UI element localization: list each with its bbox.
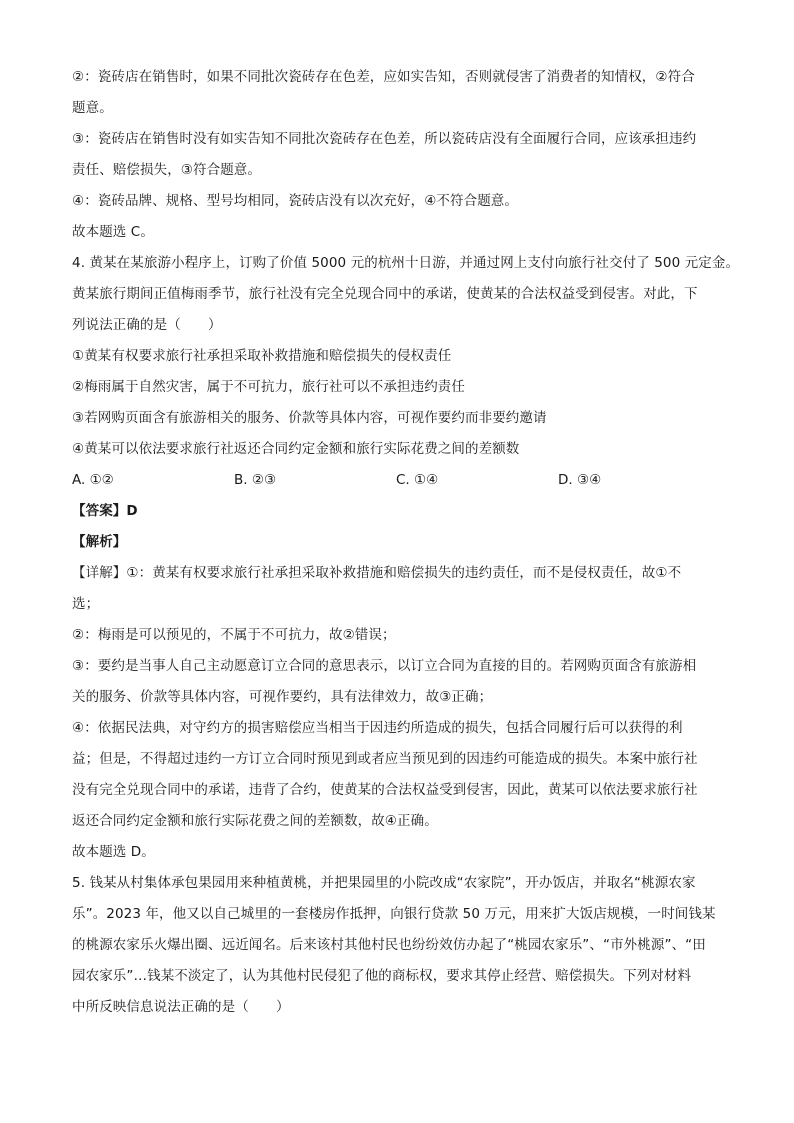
question-5-stem: 乐”。2023 年，他又以自己城里的一套楼房作抵押，向银行贷款 50 万元，用来扩大饭店规模，一时间钱某 xyxy=(72,906,716,922)
explanation-line: 【详解】①：黄某有权要求旅行社承担采取补救措施和赔偿损失的违约责任，而不是侵权责任，故①不 xyxy=(72,565,682,581)
explanation-line: 没有完全兑现合同中的承诺，违背了合约，使黄某的合法权益受到侵害，因此，黄某可以依法要求旅行社 xyxy=(72,782,698,798)
question-4-stem: 黄某旅行期间正值梅雨季节，旅行社没有完全兑现合同中的承诺，使黄某的合法权益受到侵害。对此，下 xyxy=(72,286,698,302)
statement-1: ①黄某有权要求旅行社承担采取补救措施和赔偿损失的侵权责任 xyxy=(72,348,452,364)
statement-4: ④黄某可以依法要求旅行社返还合同约定金额和旅行实际花费之间的差额数 xyxy=(72,441,520,457)
explanation-line: 返还合同约定金额和旅行实际花费之间的差额数，故④正确。 xyxy=(72,813,438,829)
question-4-stem: 列说法正确的是（ ） xyxy=(72,317,222,333)
text-line: 责任、赔偿损失，③符合题意。 xyxy=(72,162,262,178)
explanation-line: 益；但是，不得超过违约一方订立合同时预见到或者应当预见到的因违约可能造成的损失。本案中旅行社 xyxy=(72,751,698,767)
explanation-line: ②：梅雨是可以预见的，不属于不可抗力，故②错误； xyxy=(72,627,396,643)
option-b: B. ②③ xyxy=(234,472,277,488)
text-line: ④：瓷砖品牌、规格、型号均相同，瓷砖店没有以次充好，④不符合题意。 xyxy=(72,193,519,209)
option-d: D. ③④ xyxy=(558,472,602,488)
question-4-stem: 4. 黄某在某旅游小程序上，订购了价值 5000 元的杭州十日游，并通过网上支付向旅行社交付了 500 元定金。 xyxy=(72,255,740,271)
text-line: 故本题选 C。 xyxy=(72,224,154,240)
answer-options xyxy=(72,465,724,496)
explanation-line: ③：要约是当事人自己主动愿意订立合同的意思表示，以订立合同为直接的目的。若网购页面含有旅游相 xyxy=(72,658,697,674)
question-5-stem: 5. 钱某从村集体承包果园用来种植黄桃，并把果园里的小院改成“农家院”，开办饭店，并取名“桃源农家 xyxy=(72,875,696,891)
question-5-stem: 的桃源农家乐火爆出圈、远近闻名。后来该村其他村民也纷纷效仿办起了“桃园农家乐”、“市外桃源”、“田 xyxy=(72,937,706,953)
answer-label: 【答案】D xyxy=(72,503,138,519)
text-line: 题意。 xyxy=(72,100,113,116)
explanation-line: 选； xyxy=(72,596,100,612)
text-line: ②：瓷砖店在销售时，如果不同批次瓷砖存在色差，应如实告知，否则就侵害了消费者的知情权，②符合 xyxy=(72,69,695,85)
explanation-line: 关的服务、价款等具体内容，可视作要约，具有法律效力，故③正确； xyxy=(72,689,493,705)
text-line: ③：瓷砖店在销售时没有如实告知不同批次瓷砖存在色差，所以瓷砖店没有全面履行合同，应该承担违约 xyxy=(72,131,697,147)
statement-3: ③若网购页面含有旅游相关的服务、价款等具体内容，可视作要约而非要约邀请 xyxy=(72,410,547,426)
conclusion-line: 故本题选 D。 xyxy=(72,844,155,860)
option-c: C. ①④ xyxy=(396,472,439,488)
question-5-stem: 园农家乐”…钱某不淡定了，认为其他村民侵犯了他的商标权，要求其停止经营、赔偿损失。下列对材料 xyxy=(72,968,692,984)
explanation-line: ④：依据民法典，对守约方的损害赔偿应当相当于因违约所造成的损失，包括合同履行后可以获得的利 xyxy=(72,720,683,736)
option-a: A. ①② xyxy=(72,472,114,488)
statement-2: ②梅雨属于自然灾害，属于不可抗力，旅行社可以不承担违约责任 xyxy=(72,379,466,395)
document-page xyxy=(72,62,740,1023)
analysis-label: 【解析】 xyxy=(72,534,127,550)
question-5-stem: 中所反映信息说法正确的是（ ） xyxy=(72,999,290,1015)
